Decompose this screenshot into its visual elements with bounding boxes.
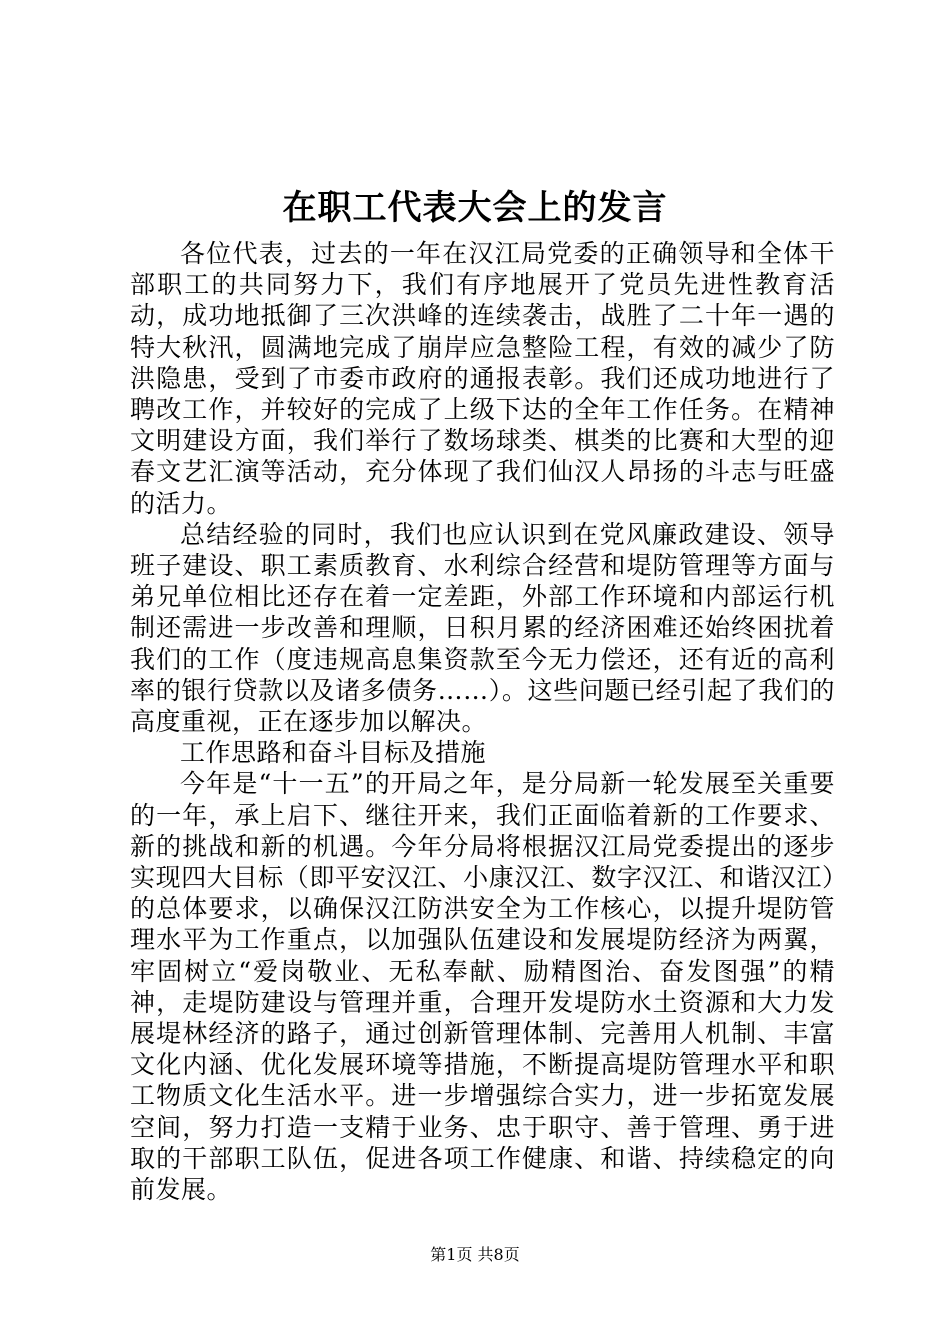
- paragraph-review: 各位代表，过去的一年在汉江局党委的正确领导和全体干部职工的共同努力下，我们有序地展开了党员先进性教育活动，成功地抵御了三次洪峰的连续袭击，战胜了二十年一遇的特大秋汛，圆满地完成了崩岸应急整险工程，有效的减少了防洪隐患，受到了市委市政府的通报表彰。我们还成功地进行了聘改工作，并较好的完成了上级下达的全年工作任务。在精神文明建设方面，我们举行了数场球类、棋类的比赛和大型的迎春文艺汇演等活动，充分体现了我们仙汉人昂扬的斗志与旺盛的活力。: [130, 239, 835, 518]
- paragraph-plan: 今年是“十一五”的开局之年，是分局新一轮发展至关重要的一年，承上启下、继往开来，我们正面临着新的工作要求、新的挑战和新的机遇。今年分局将根据汉江局党委提出的逐步实现四大目标（即平安汉江、小康汉江、数字汉江、和谐汉江）的总体要求，以确保汉江防洪安全为工作核心，以提升堤防管理水平为工作重点，以加强队伍建设和发展堤防经济为两翼，牢固树立“爱岗敬业、无私奉献、励精图治、奋发图强”的精神，走堤防建设与管理并重，合理开发堤防水土资源和大力发展堤林经济的路子，通过创新管理体制、完善用人机制、丰富文化内涵、优化发展环境等措施，不断提高堤防管理水平和职工物质文化生活水平。进一步增强综合实力，进一步拓宽发展空间，努力打造一支精于业务、忠于职守、善于管理、勇于进取的干部职工队伍，促进各项工作健康、和谐、持续稳定的向前发展。: [130, 769, 835, 1205]
- paragraph-shortcomings: 总结经验的同时，我们也应认识到在党风廉政建设、领导班子建设、职工素质教育、水利综合经营和堤防管理等方面与弟兄单位相比还存在着一定差距，外部工作环境和内部运行机制还需进一步改善和理顺，日积月累的经济困难还始终困扰着我们的工作（度违规高息集资款至今无力偿还，还有近的高利率的银行贷款以及诸多债务……）。这些问题已经引起了我们的高度重视，正在逐步加以解决。: [130, 519, 835, 737]
- document-title: 在职工代表大会上的发言: [282, 188, 668, 228]
- page-number: 第1页 共8页: [430, 1245, 520, 1264]
- document-body: [130, 238, 835, 1205]
- section-heading: 工作思路和奋斗目标及措施: [180, 738, 487, 768]
